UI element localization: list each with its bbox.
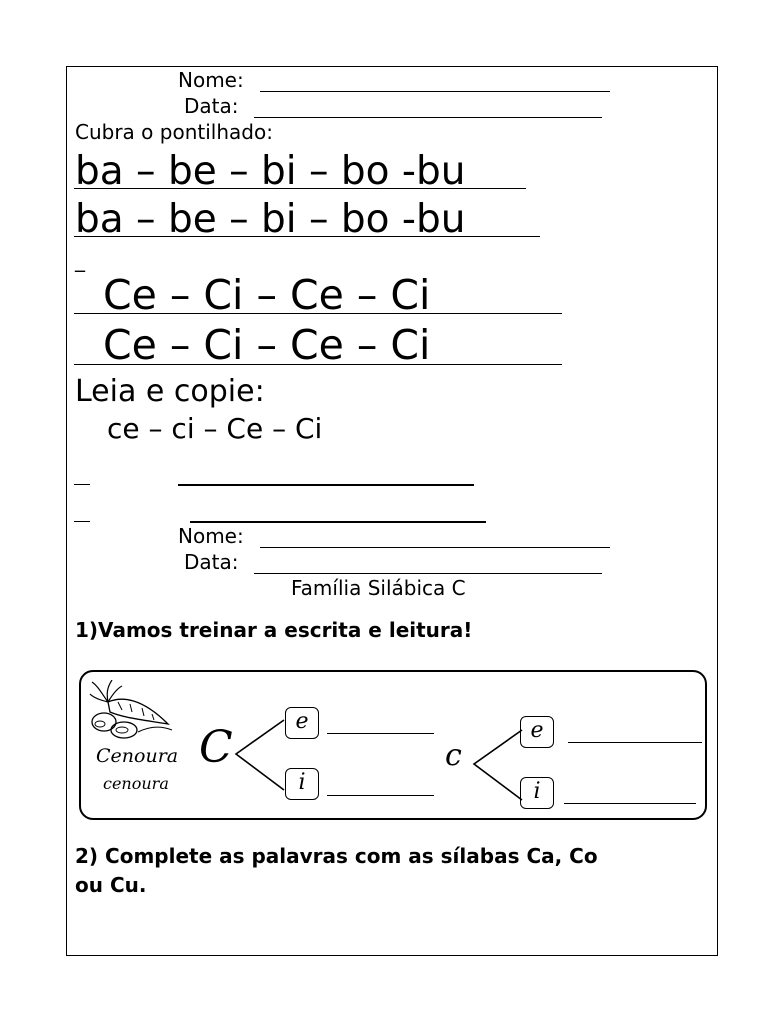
trace-row-c-1: Ce – Ci – Ce – Ci (103, 271, 431, 319)
trace-underline-1 (74, 188, 526, 189)
vowel-box-e-right: e (520, 716, 554, 748)
copy-line-2[interactable] (190, 521, 486, 523)
trace-row-2: ba – be – bi – bo -bu (75, 197, 466, 242)
vowel-box-e-left: e (285, 707, 319, 739)
read-copy-syllables: ce – ci – Ce – Ci (107, 412, 323, 445)
date-label-bottom: Data: (184, 550, 239, 574)
read-copy-title: Leia e copie: (75, 374, 265, 409)
family-subtitle: Família Silábica C (291, 576, 466, 600)
branch-lines-left (234, 718, 286, 794)
small-dash: _ (75, 248, 85, 272)
write-line-i-left[interactable] (327, 795, 434, 796)
vowel-box-i-left: i (285, 768, 319, 800)
exercise-2-title-line-2: ou Cu. (75, 873, 147, 897)
exercise-2-title-line-1: 2) Complete as palavras com as sílabas Ca, Co (75, 844, 598, 868)
trace-instruction: Cubra o pontilhado: (75, 120, 273, 144)
trace-underline-c-1 (74, 313, 562, 314)
name-line-top[interactable] (260, 91, 610, 92)
copy-dash-2 (74, 521, 90, 522)
trace-row-1: ba – be – bi – bo -bu (75, 149, 466, 194)
trace-underline-c-2 (74, 364, 562, 365)
carrot-illustration (88, 680, 178, 742)
vowel-box-i-right: i (520, 777, 554, 809)
date-line-bottom[interactable] (254, 573, 602, 574)
letter-lower: c (445, 738, 462, 773)
trace-underline-2 (74, 236, 540, 237)
branch-lines-right (472, 728, 524, 804)
date-line-top[interactable] (254, 117, 602, 118)
trace-row-c-2: Ce – Ci – Ce – Ci (103, 321, 431, 369)
copy-dash-1 (74, 484, 90, 485)
word-cursive-upper: Cenoura (96, 745, 179, 767)
word-cursive-lower: cenoura (103, 774, 169, 793)
write-line-e-right[interactable] (568, 742, 702, 743)
name-label-top: Nome: (178, 68, 244, 92)
name-label-bottom: Nome: (178, 524, 244, 548)
copy-line-1[interactable] (178, 484, 474, 486)
name-line-bottom[interactable] (260, 547, 610, 548)
write-line-i-right[interactable] (564, 803, 696, 804)
letter-upper: C (199, 722, 233, 773)
date-label-top: Data: (184, 94, 239, 118)
write-line-e-left[interactable] (327, 733, 434, 734)
exercise-1-title: 1)Vamos treinar a escrita e leitura! (75, 618, 473, 642)
